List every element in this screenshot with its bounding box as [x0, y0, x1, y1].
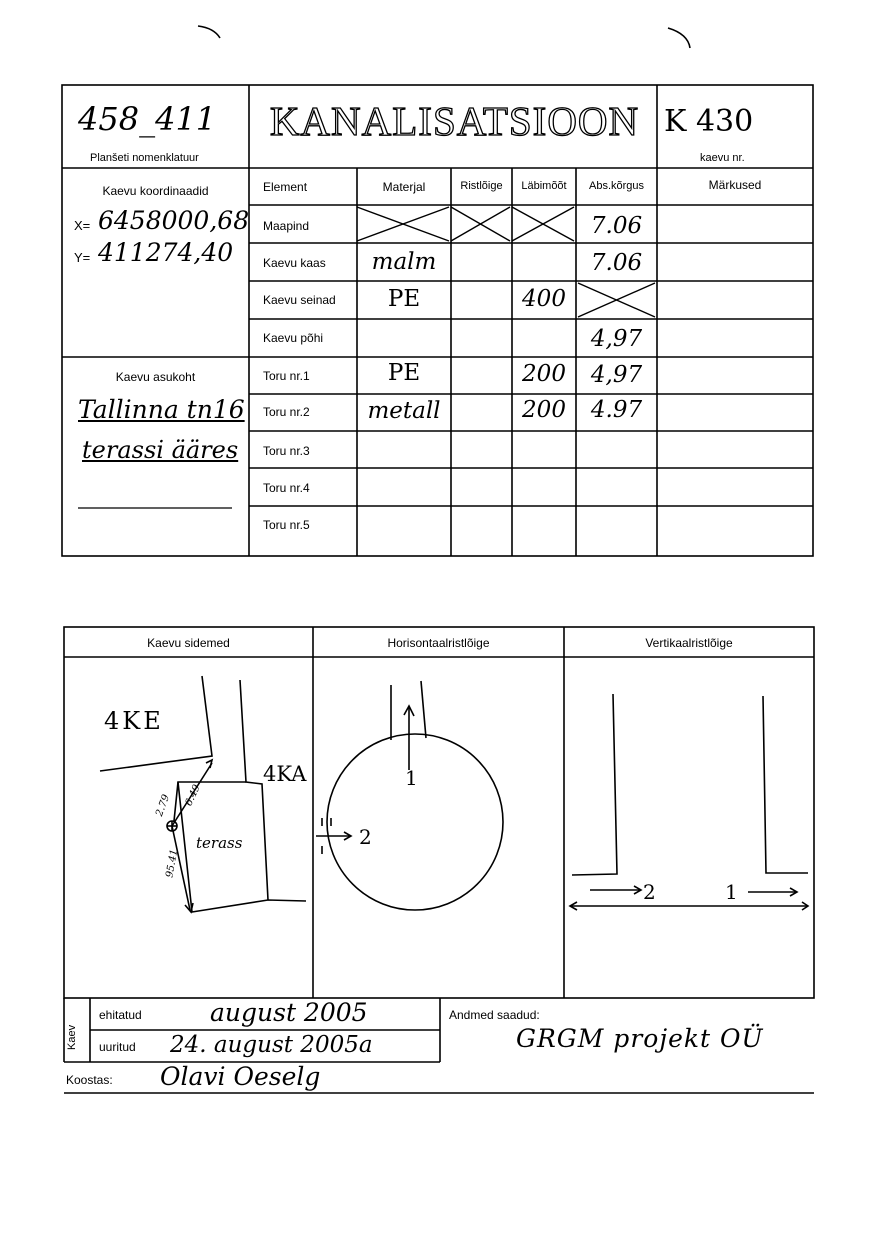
row-height-value: 7.06 [590, 213, 643, 239]
data-source-value: GRGM projekt OÜ [516, 1024, 764, 1053]
col-header-element: Element [263, 180, 308, 194]
row-height-value: 7.06 [590, 250, 643, 276]
binder-hole-mark [198, 26, 220, 38]
col-header-notes: Märkused [708, 178, 762, 192]
nomenclature-value: 458_411 [78, 100, 217, 138]
vertical-section-title: Vertikaalristlõige [645, 636, 733, 650]
dimension-label: 95.41 [164, 848, 181, 879]
row-diameter-value: 400 [522, 286, 566, 312]
y-coordinate-prefix: Y= [74, 250, 91, 265]
col-header-abs-height: Abs.kõrgus [588, 180, 645, 192]
pipe-1-label: 1 [725, 880, 738, 904]
row-material-value: malm [371, 249, 437, 275]
horizontal-section-title: Horisontaalristlõige [387, 636, 490, 650]
row-height-value: 4.97 [590, 397, 643, 423]
row-element-label: Kaevu seinad [263, 293, 336, 307]
binder-hole-mark [668, 28, 690, 48]
row-element-label: Toru nr.4 [263, 481, 310, 495]
row-element-label: Maapind [263, 219, 310, 233]
well-number-label: kaevu nr. [700, 152, 745, 164]
col-header-material: Materjal [382, 180, 426, 194]
pipe-1-label: 1 [405, 766, 418, 790]
row-element-label: Kaevu põhi [263, 331, 324, 345]
row-element-label: Toru nr.3 [263, 444, 310, 458]
row-diameter-value: 200 [522, 361, 566, 387]
location-line-1: Tallinna tn16 [78, 395, 245, 424]
row-diameter-value: 200 [522, 397, 566, 423]
location-line-2: terassi ääres [82, 436, 239, 464]
row-element-label: Toru nr.2 [263, 405, 310, 419]
well-number-value: K 430 [664, 104, 754, 139]
built-label: ehitatud [99, 1008, 142, 1022]
col-header-cross-section: Ristlõige [460, 180, 503, 192]
surveyed-date-value: 24. august 2005a [170, 1032, 373, 1058]
form-title: KANALISATSIOON [269, 98, 640, 144]
sketch-frame [64, 627, 814, 998]
compiler-value: Olavi Oeselg [160, 1062, 321, 1091]
connection-label-4ke: 4KE [104, 707, 164, 735]
dimension-label: 6.49 [183, 783, 203, 808]
row-material-value: metall [367, 398, 441, 424]
y-coordinate-value: 411274,40 [98, 238, 234, 267]
built-date-value: august 2005 [210, 998, 368, 1027]
row-material-value: PE [387, 286, 421, 312]
pipe-2-label: 2 [359, 825, 372, 849]
pipe-2-label: 2 [643, 880, 656, 904]
row-element-label: Toru nr.5 [263, 518, 310, 532]
x-coordinate-value: 6458000,68 [98, 206, 250, 235]
dimension-label: 2.79 [154, 793, 173, 818]
row-height-value: 4,97 [590, 326, 643, 352]
well-side-label: Kaev [66, 1024, 78, 1050]
connections-title: Kaevu sidemed [147, 636, 230, 650]
vertical-section-sketch [570, 694, 808, 910]
nomenclature-label: Planšeti nomenklatuur [90, 152, 199, 164]
row-element-label: Toru nr.1 [263, 369, 310, 383]
location-label: Kaevu asukoht [115, 370, 196, 384]
compiler-label: Koostas: [66, 1073, 113, 1087]
terrace-label: terass [196, 834, 243, 852]
row-element-label: Kaevu kaas [263, 256, 326, 270]
connection-label-4ka: 4KA [263, 762, 307, 786]
surveyed-label: uuritud [99, 1040, 136, 1054]
col-header-diameter: Läbimõõt [521, 180, 567, 192]
data-source-label: Andmed saadud: [449, 1008, 540, 1022]
row-material-value: PE [387, 360, 421, 386]
row-height-value: 4,97 [590, 362, 643, 388]
coordinates-label: Kaevu koordinaadid [102, 184, 209, 198]
horizontal-section-sketch [316, 681, 503, 910]
x-coordinate-prefix: X= [74, 218, 91, 233]
